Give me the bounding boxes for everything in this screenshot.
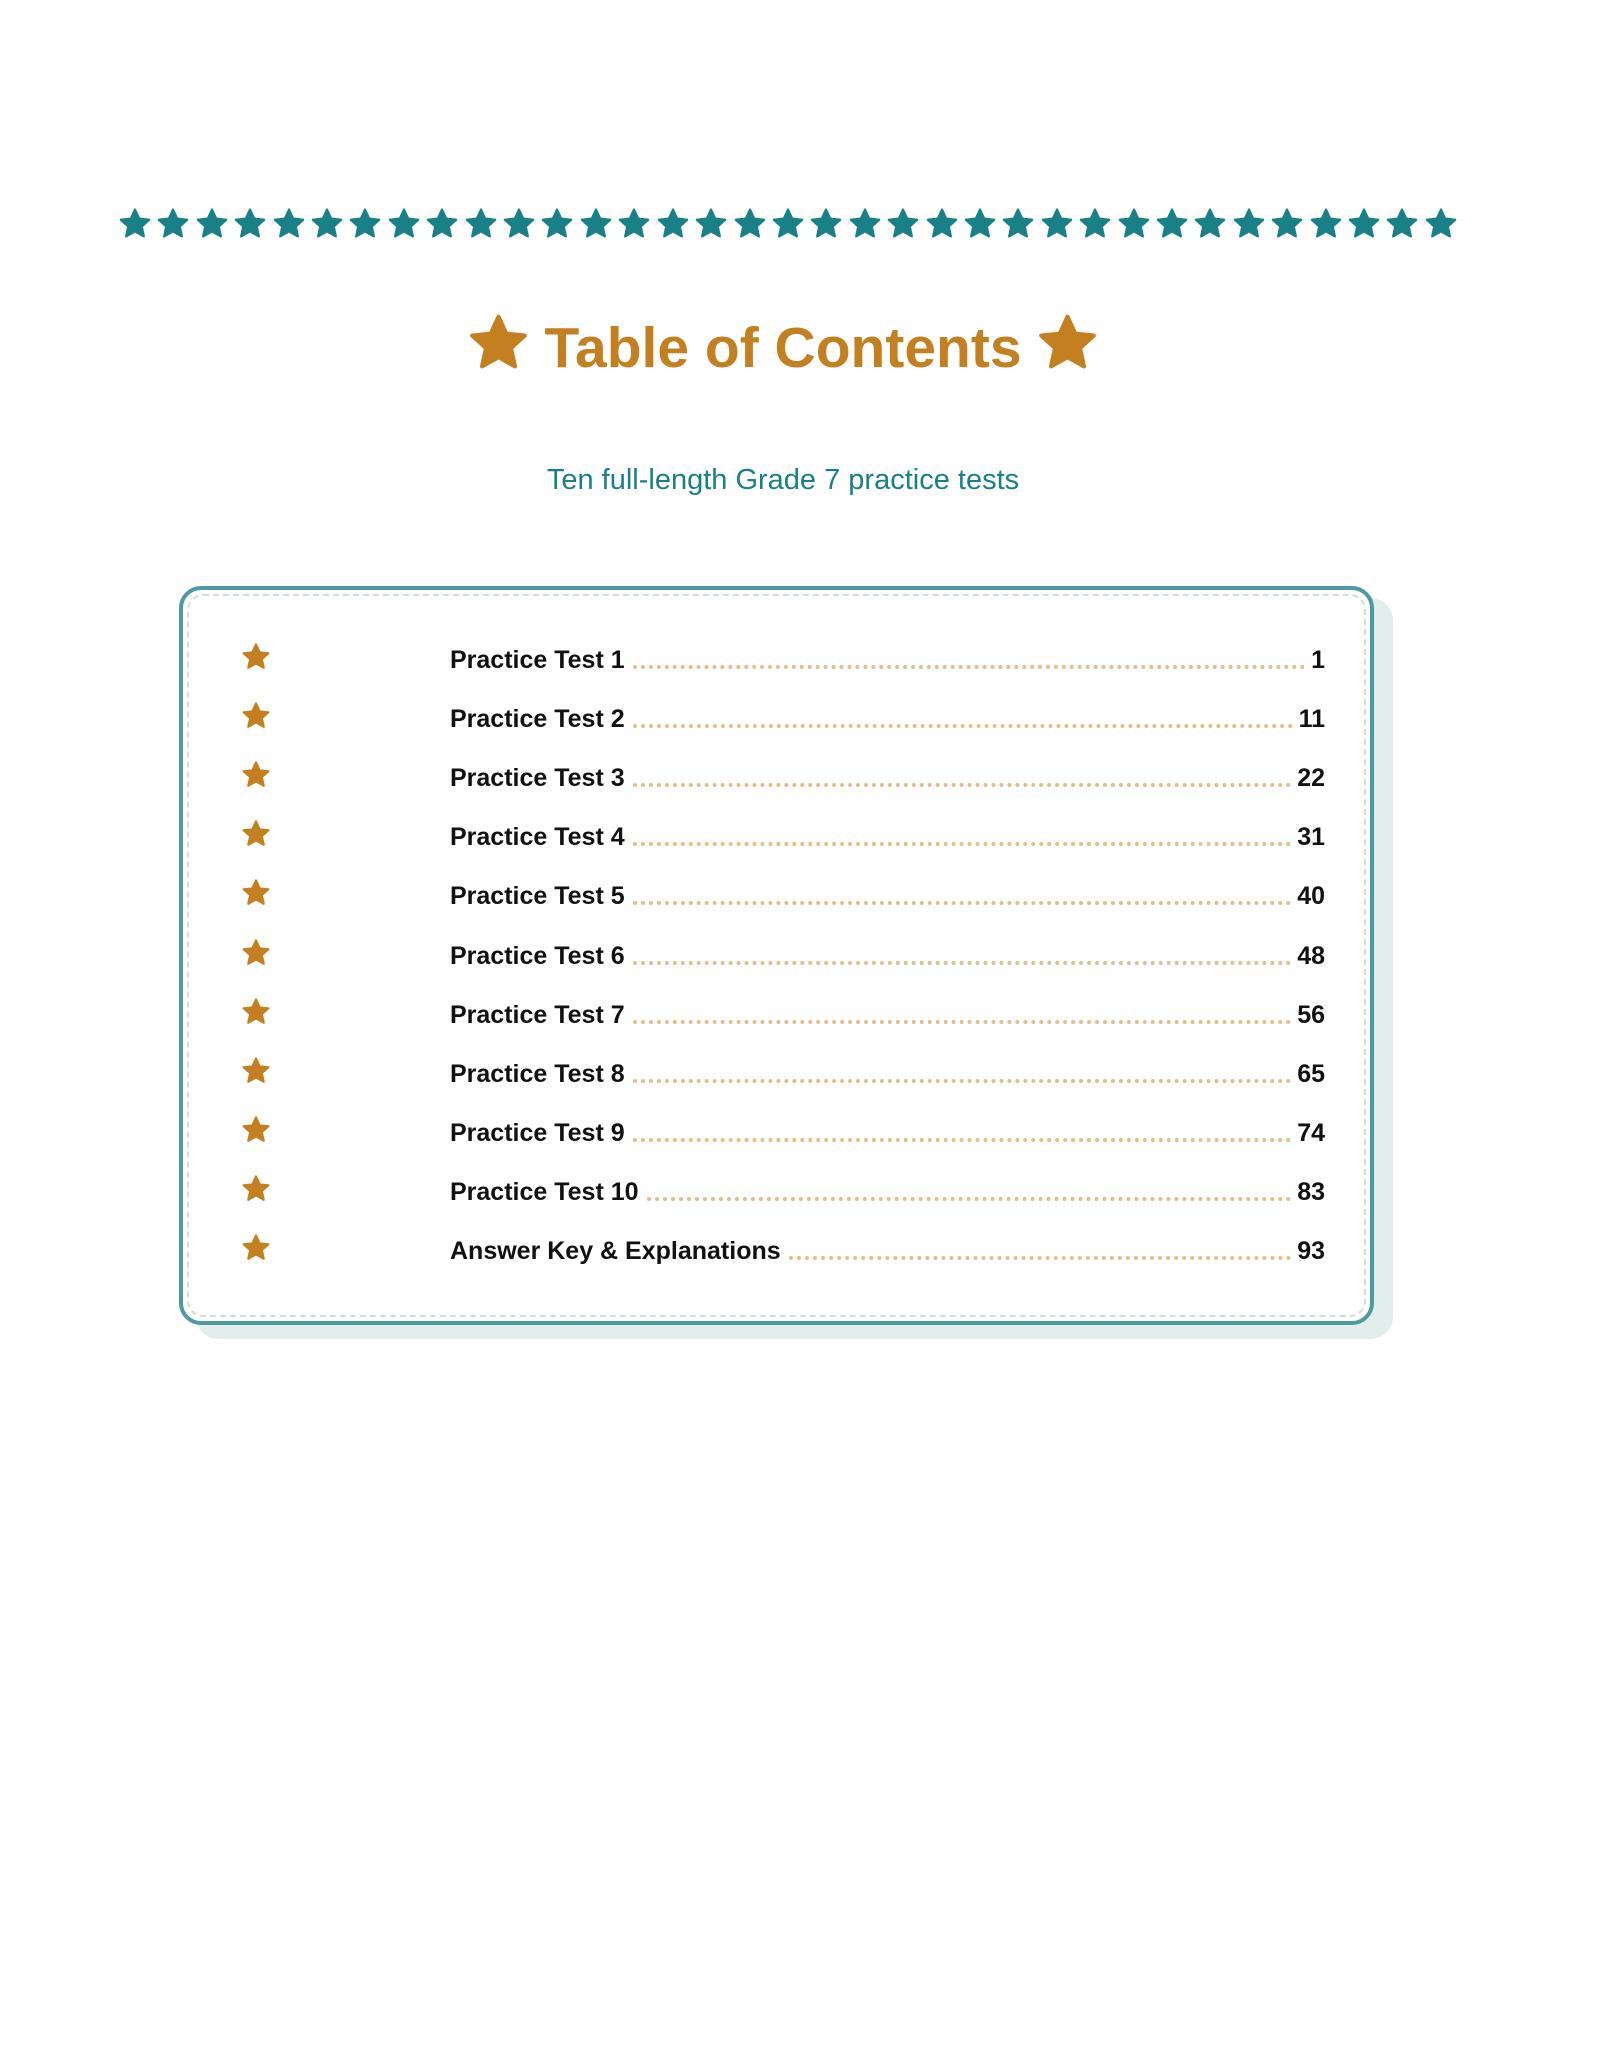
leader-dots <box>633 723 1293 728</box>
toc-entry[interactable] <box>0 756 1600 796</box>
star-icon <box>733 207 767 241</box>
toc-entry-line <box>450 756 1325 796</box>
leader-dots <box>633 960 1292 965</box>
toc-entry-page-number: 40 <box>1297 882 1325 910</box>
star-icon <box>467 312 530 375</box>
page-title <box>0 312 1566 383</box>
toc-entry-label: Practice Test 10 <box>450 1178 639 1206</box>
star-icon <box>241 760 271 790</box>
star-icon <box>656 207 690 241</box>
star-icon <box>1232 207 1266 241</box>
star-icon <box>1385 207 1419 241</box>
toc-entry-label: Practice Test 5 <box>450 882 625 910</box>
leader-dots <box>633 782 1292 787</box>
star-icon <box>156 207 190 241</box>
toc-entry-label: Answer Key & Explanations <box>450 1237 781 1265</box>
star-icon <box>241 642 271 672</box>
star-icon <box>886 207 920 241</box>
star-icon <box>809 207 843 241</box>
leader-dots <box>633 841 1292 846</box>
star-icon <box>1001 207 1035 241</box>
star-icon <box>579 207 613 241</box>
leader-dots <box>633 1078 1292 1083</box>
star-icon <box>241 1056 271 1086</box>
toc-entry-page-number: 48 <box>1297 942 1325 970</box>
star-icon <box>925 207 959 241</box>
toc-entry[interactable] <box>0 934 1600 974</box>
toc-entry-label: Practice Test 7 <box>450 1001 625 1029</box>
star-icon <box>241 938 271 968</box>
toc-entry-line <box>450 1052 1325 1092</box>
toc-entry-line <box>450 638 1325 678</box>
toc-entry-page-number: 74 <box>1297 1119 1325 1147</box>
star-icon <box>233 207 267 241</box>
star-icon <box>241 878 271 908</box>
star-border-decoration <box>118 206 1458 242</box>
star-icon <box>195 207 229 241</box>
star-icon <box>1193 207 1227 241</box>
toc-entry-line <box>450 874 1325 914</box>
star-icon <box>241 1174 271 1204</box>
star-icon <box>348 207 382 241</box>
star-icon <box>1155 207 1189 241</box>
star-icon <box>1309 207 1343 241</box>
toc-entry-page-number: 11 <box>1298 705 1325 733</box>
star-icon <box>241 701 271 731</box>
star-icon <box>241 819 271 849</box>
star-icon <box>464 207 498 241</box>
leader-dots <box>789 1255 1292 1260</box>
star-icon <box>771 207 805 241</box>
toc-entry[interactable] <box>0 1111 1600 1151</box>
toc-entry-line <box>450 934 1325 974</box>
toc-entry-line <box>450 1111 1325 1151</box>
star-icon <box>694 207 728 241</box>
leader-dots <box>633 1137 1292 1142</box>
toc-entry[interactable] <box>0 1170 1600 1210</box>
star-icon <box>1270 207 1304 241</box>
toc-entry[interactable] <box>0 697 1600 737</box>
star-icon <box>1347 207 1381 241</box>
star-icon <box>310 207 344 241</box>
leader-dots <box>647 1196 1292 1201</box>
star-icon <box>241 1115 271 1145</box>
leader-dots <box>633 1019 1292 1024</box>
toc-entry[interactable] <box>0 874 1600 914</box>
toc-entry-line <box>450 815 1325 855</box>
toc-entry[interactable] <box>0 815 1600 855</box>
page-title-text: Table of Contents <box>544 316 1022 380</box>
star-icon <box>241 1233 271 1263</box>
star-icon <box>118 207 152 241</box>
star-icon <box>387 207 421 241</box>
toc-entry-label: Practice Test 4 <box>450 823 625 851</box>
toc-entry-line <box>450 1170 1325 1210</box>
toc-entry-label: Practice Test 9 <box>450 1119 625 1147</box>
leader-dots <box>633 900 1292 905</box>
toc-entry-page-number: 65 <box>1297 1060 1325 1088</box>
star-icon <box>425 207 459 241</box>
leader-dots <box>633 664 1305 669</box>
star-icon <box>963 207 997 241</box>
toc-entry[interactable] <box>0 638 1600 678</box>
star-icon <box>617 207 651 241</box>
star-icon <box>1424 207 1458 241</box>
toc-entry-page-number: 56 <box>1297 1001 1325 1029</box>
star-icon <box>1036 312 1099 375</box>
star-icon <box>848 207 882 241</box>
toc-entry-label: Practice Test 6 <box>450 942 625 970</box>
star-icon <box>502 207 536 241</box>
toc-entry-line <box>450 697 1325 737</box>
toc-entry[interactable] <box>0 993 1600 1033</box>
star-icon <box>1040 207 1074 241</box>
toc-entry-page-number: 93 <box>1297 1237 1325 1265</box>
star-icon <box>272 207 306 241</box>
toc-entry-line <box>450 993 1325 1033</box>
star-icon <box>241 997 271 1027</box>
toc-entry-page-number: 31 <box>1297 823 1325 851</box>
toc-entry-label: Practice Test 1 <box>450 646 625 674</box>
toc-entry-page-number: 83 <box>1297 1178 1325 1206</box>
toc-entry-line <box>450 1229 1325 1269</box>
star-icon <box>540 207 574 241</box>
toc-entry-page-number: 22 <box>1297 764 1325 792</box>
page-subtitle: Ten full-length Grade 7 practice tests <box>546 464 1020 496</box>
star-icon <box>1117 207 1151 241</box>
star-icon <box>1078 207 1112 241</box>
toc-entry[interactable] <box>0 1052 1600 1092</box>
toc-entry-label: Practice Test 2 <box>450 705 625 733</box>
toc-entry-page-number: 1 <box>1311 646 1325 674</box>
toc-entry[interactable] <box>0 1229 1600 1269</box>
toc-entry-label: Practice Test 8 <box>450 1060 625 1088</box>
toc-entry-label: Practice Test 3 <box>450 764 625 792</box>
